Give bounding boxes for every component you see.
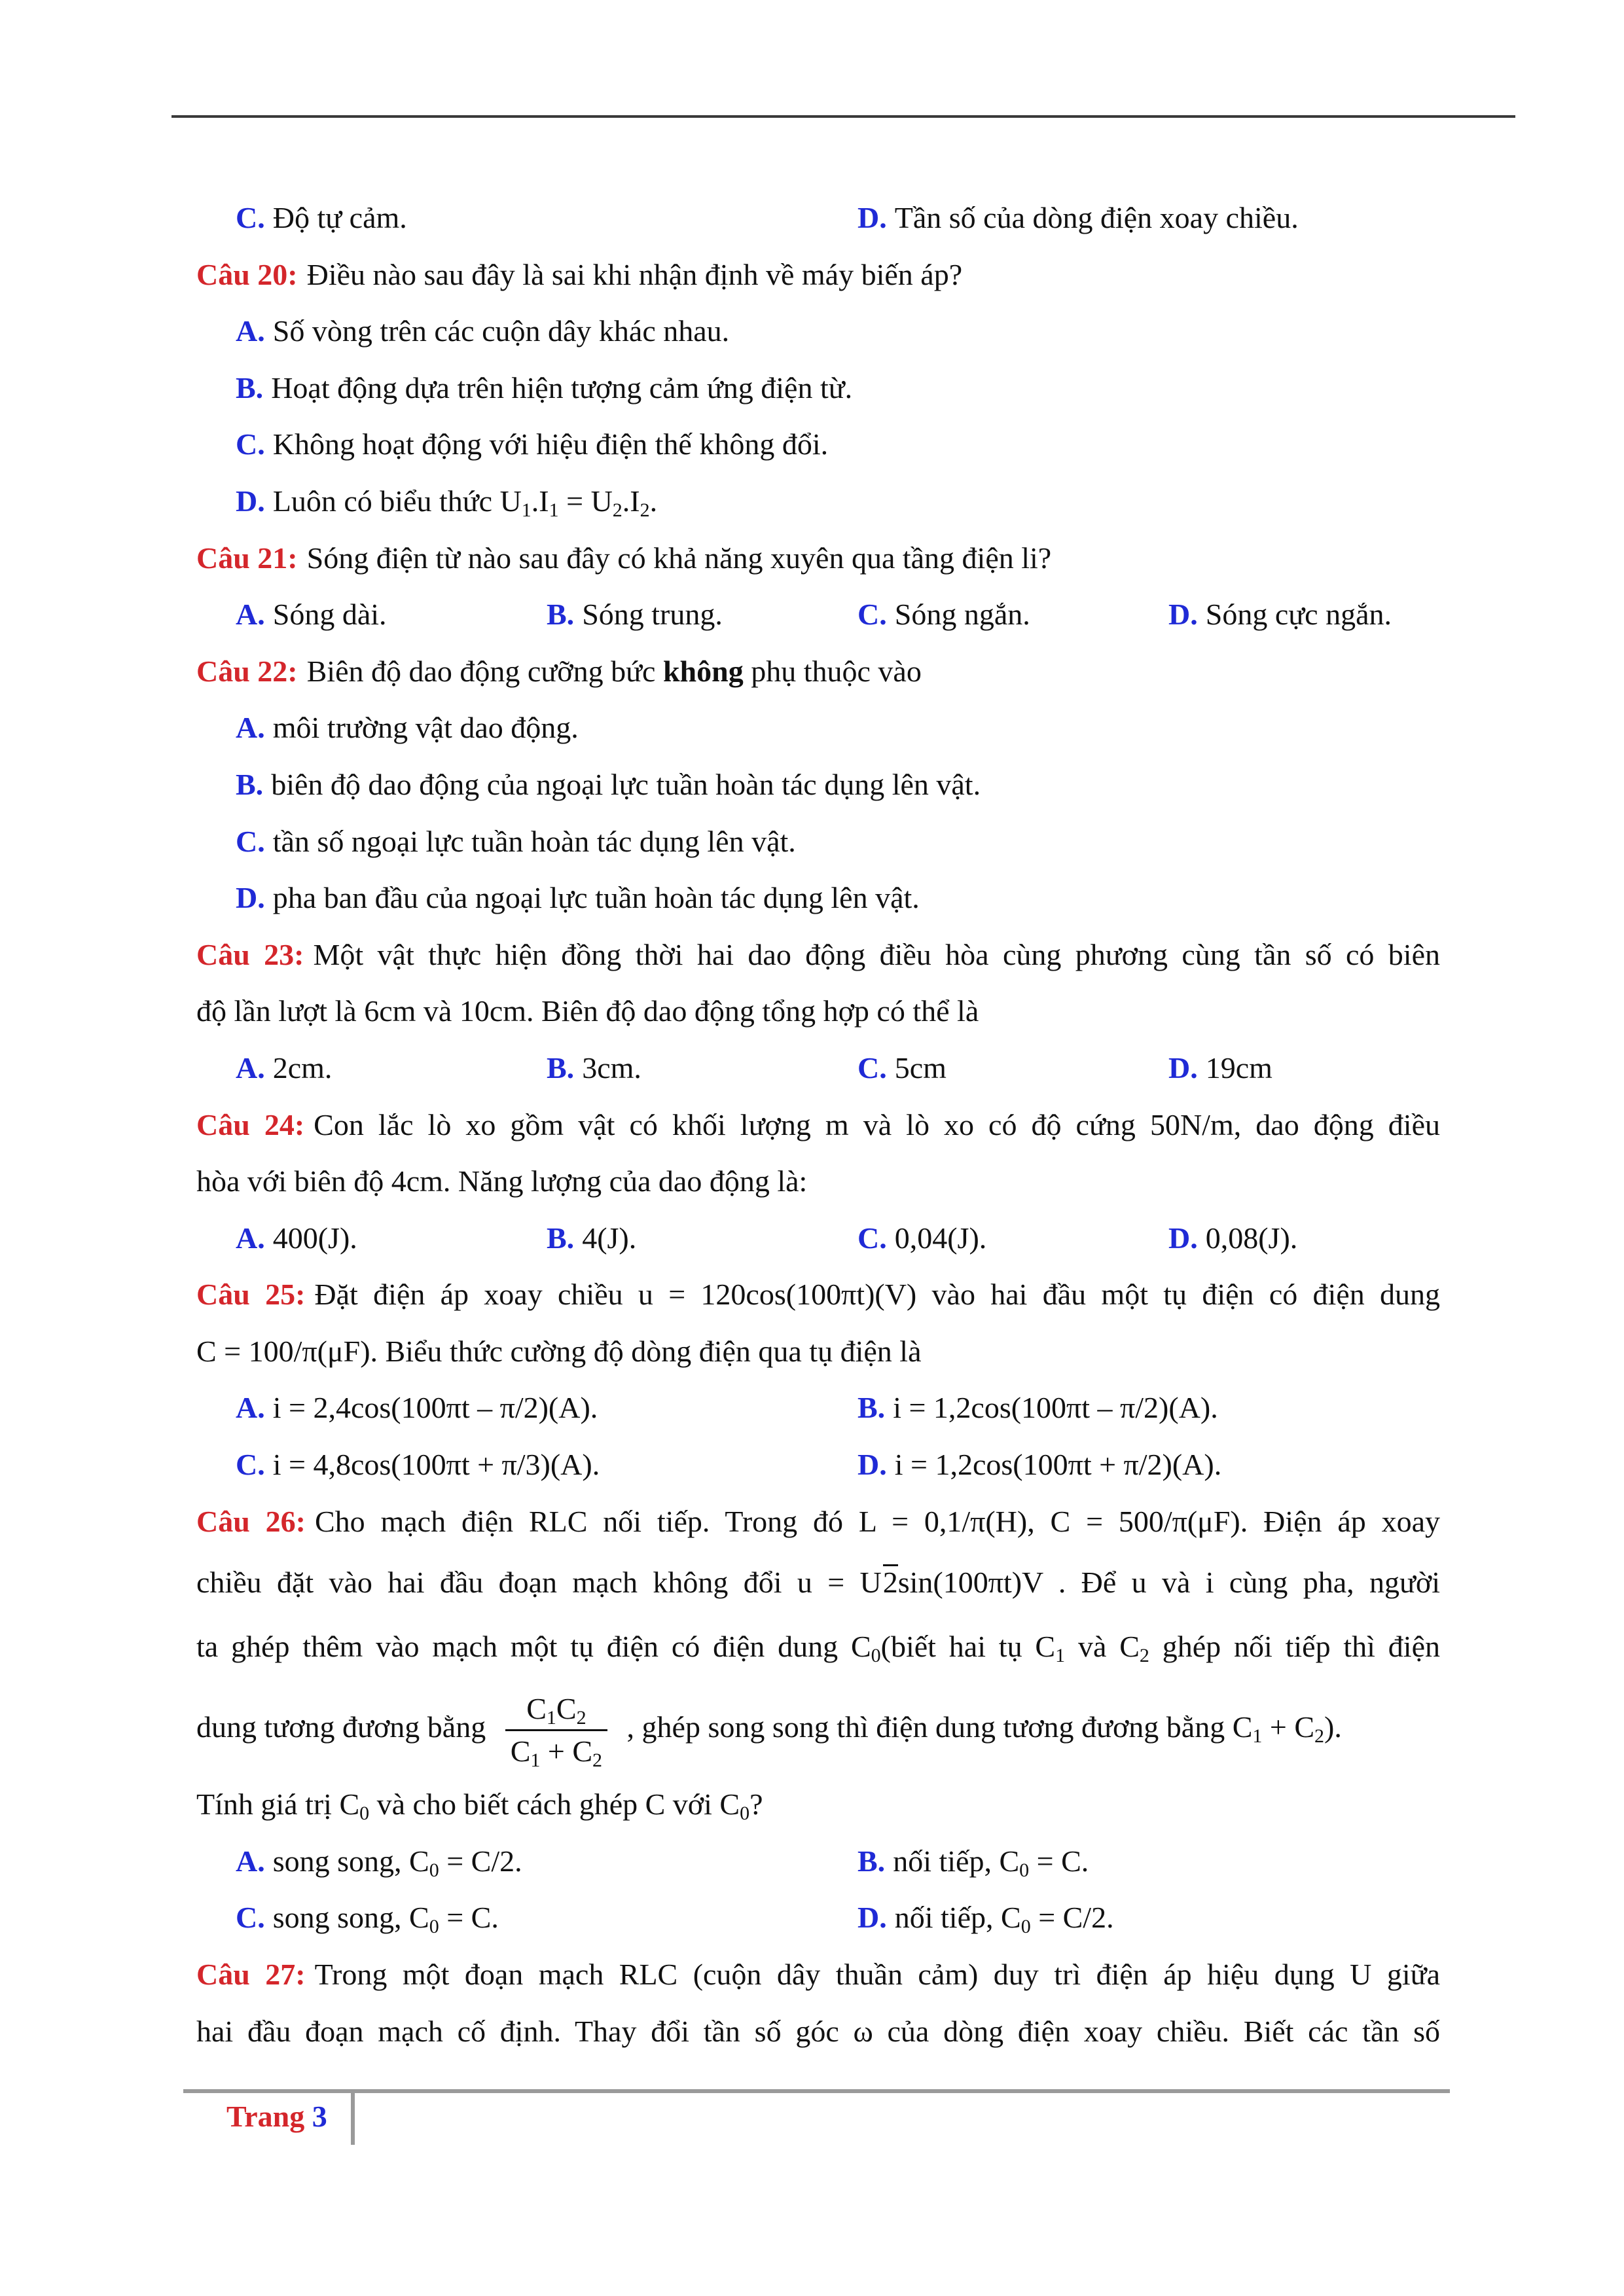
q24-option-b: B. 4(J). — [547, 1221, 637, 1255]
q23-option-c: C. 5cm — [857, 1050, 947, 1085]
option-c: C. Độ tự cảm. — [236, 201, 407, 234]
question-25-cont: C = 100/π(μF). Biểu thức cường độ dòng điện qua tụ điện là — [196, 1334, 922, 1368]
question-23-cont: độ lần lượt là 6cm và 10cm. Biên độ dao động tổng hợp có thể là — [196, 994, 979, 1028]
question-26-cont-3: dung tương đương bằng $\frac{C_1C_2}{C_1 + C_2}$ , ghép song song thì điện dung tương đương bằng $C_1 + C_2$). — [196, 1691, 1342, 1772]
question-22: Câu 22: Biên độ dao động cưỡng bức không phụ thuộc vào — [196, 654, 922, 688]
q25-options-ab — [196, 1380, 1440, 1437]
question-21: Câu 21: Sóng điện từ nào sau đây có khả năng xuyên qua tầng điện li? — [196, 541, 1052, 575]
q24-option-d: D. 0,08(J). — [1168, 1221, 1298, 1255]
q26-option-c: C. song song, $C_0 = C$. — [236, 1901, 499, 1938]
question-26: Câu 26: Cho mạch điện RLC nối tiếp. Trong đó L = 0,1/π(H), C = 500/π(μF). Điện áp xoay — [196, 1504, 1441, 1538]
q26-options-ab — [196, 1833, 1440, 1890]
q24-option-a: A. 400(J). — [236, 1221, 357, 1255]
carryover-options — [196, 190, 1440, 247]
q21-option-d: D. Sóng cực ngắn. — [1168, 598, 1392, 632]
q25-option-c: C. i = 4,8cos(100πt + π/3)(A). — [236, 1448, 600, 1482]
page-content — [196, 190, 1440, 2060]
option-d: D. Tần số của dòng điện xoay chiều. — [857, 201, 1299, 234]
q22-option-b: B. biên độ dao động của ngoại lực tuần hoàn tác dụng lên vật. — [236, 767, 981, 801]
footer-rule — [183, 2089, 1450, 2093]
q25-option-d: D. i = 1,2cos(100πt + π/2)(A). — [857, 1448, 1222, 1482]
q23-option-b: B. 3cm. — [547, 1050, 641, 1085]
q22-option-a: A. môi trường vật dao động. — [236, 711, 579, 745]
header-rule — [171, 115, 1515, 118]
q21-options — [196, 586, 1440, 643]
q21-option-b: B. Sóng trung. — [547, 598, 723, 632]
q20-option-a: A. Số vòng trên các cuộn dây khác nhau. — [236, 314, 730, 348]
question-24: Câu 24: Con lắc lò xo gồm vật có khối lượng m và lò xo có độ cứng 50N/m, dao động điều — [196, 1107, 1440, 1141]
question-26-cont-4: Tính giá trị $C_0$ và cho biết cách ghép C với $C_0$? — [196, 1787, 763, 1825]
formula-u: u = U2sin(100πt)V — [797, 1566, 1043, 1600]
question-20: Câu 20: Điều nào sau đây là sai khi nhận định về máy biến áp? — [196, 257, 963, 291]
q21-option-c: C. Sóng ngắn. — [857, 598, 1030, 632]
question-26-cont-2: ta ghép thêm vào mạch một tụ điện có điện dung $C_0(biết$ hai tụ $C_1$ và $C_2$ ghép nối tiếp thì điện — [196, 1630, 1440, 1667]
question-27-cont: hai đầu đoạn mạch cố định. Thay đổi tần số góc ω của dòng điện xoay chiều. Biết các tần số — [196, 2014, 1440, 2048]
q25-option-a: A. i = 2,4cos(100πt – π/2)(A). — [236, 1391, 598, 1425]
question-26-cont-1: chiều đặt vào hai đầu đoạn mạch không đổi u = U2sin(100πt)V . Để u và i cùng pha, người — [196, 1566, 1440, 1600]
question-27: Câu 27: Trong một đoạn mạch RLC (cuộn dây thuần cảm) duy trì điện áp hiệu dụng U giữa — [196, 1958, 1440, 1992]
q23-options — [196, 1040, 1440, 1097]
q24-options — [196, 1210, 1440, 1267]
page-number: Trang 3 — [226, 2100, 327, 2133]
question-23: Câu 23: Một vật thực hiện đồng thời hai dao động điều hòa cùng phương cùng tần số có biên — [196, 937, 1440, 971]
q23-option-a: A. 2cm. — [236, 1050, 333, 1085]
q25-option-b: B. i = 1,2cos(100πt – π/2)(A). — [857, 1391, 1218, 1425]
q20-option-b: B. Hoạt động dựa trên hiện tượng cảm ứng điện từ. — [236, 370, 853, 404]
series-capacitance-fraction: $\frac{C_1C_2}{C_1 + C_2}$ — [505, 1693, 607, 1768]
question-25: Câu 25: Đặt điện áp xoay chiều u = 120cos(100πt)(V) vào hai đầu một tụ điện có điện dung — [196, 1278, 1441, 1312]
question-24-cont: hòa với biên độ 4cm. Năng lượng của dao động là: — [196, 1164, 808, 1198]
q26-option-a: A. song song, $C_0 = C/2$. — [236, 1844, 522, 1881]
q26-option-b: B. nối tiếp, $C_0 = C$. — [857, 1844, 1089, 1881]
q23-option-d: D. 19cm — [1168, 1050, 1272, 1085]
q26-options-cd — [196, 1890, 1440, 1946]
q20-option-d: D. Luôn có biểu thức $U_1.I_1 = U_2.I_2$. — [236, 484, 658, 521]
footer-separator — [351, 2089, 355, 2145]
q24-option-c: C. 0,04(J). — [857, 1221, 987, 1255]
q25-options-cd — [196, 1437, 1440, 1494]
q26-option-d: D. nối tiếp, $C_0 = C/2$. — [857, 1901, 1114, 1938]
q20-option-c: C. Không hoạt động với hiệu điện thế không đổi. — [236, 427, 829, 461]
q22-option-d: D. pha ban đầu của ngoại lực tuần hoàn tác dụng lên vật. — [236, 881, 920, 915]
q22-option-c: C. tần số ngoại lực tuần hoàn tác dụng lên vật. — [236, 824, 796, 858]
q21-option-a: A. Sóng dài. — [236, 598, 387, 632]
